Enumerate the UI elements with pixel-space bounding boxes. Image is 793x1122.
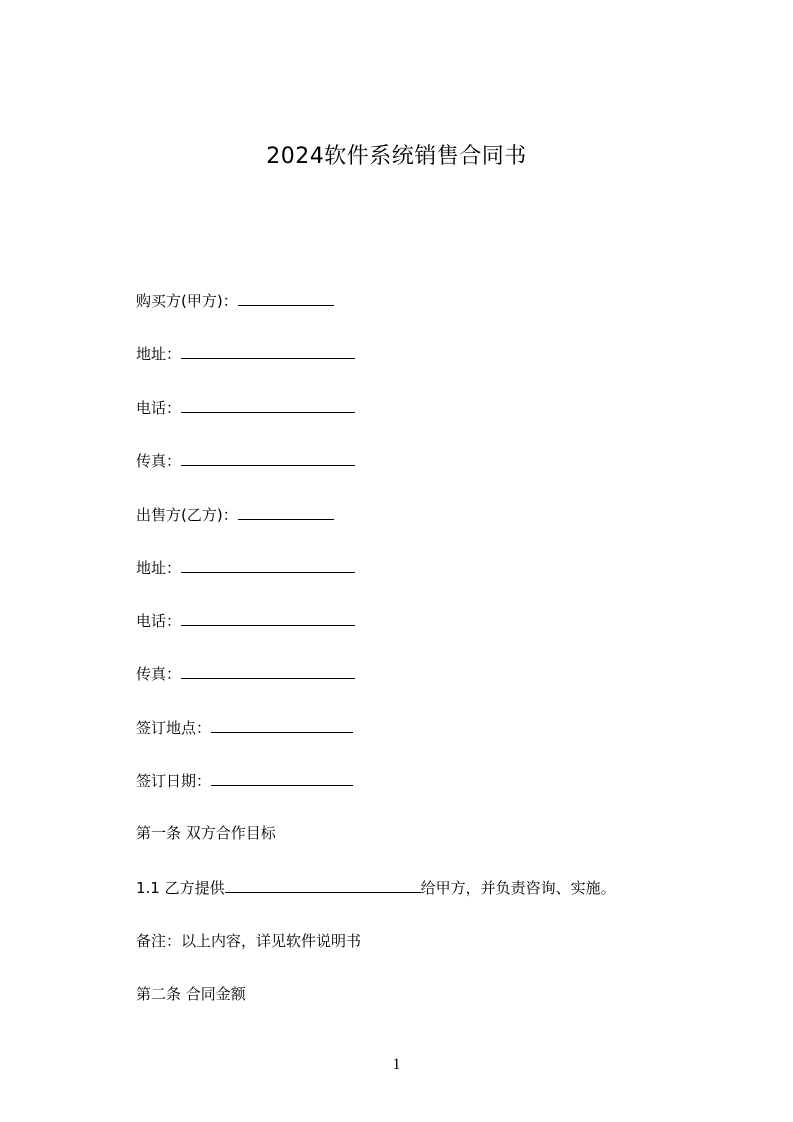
signing-date-line [136,770,353,792]
party-b-blank[interactable] [238,504,334,520]
party-a-address-blank[interactable] [181,343,355,359]
party-b-label: 出售方(乙方)： [136,506,238,524]
party-a-address-label: 地址： [136,345,182,363]
party-a-fax-label: 传真： [136,452,182,470]
signing-date-blank[interactable] [211,770,353,786]
signing-place-blank[interactable] [211,717,353,733]
party-b-fax-label: 传真： [136,665,182,683]
signing-date-label: 签订日期： [136,772,212,790]
party-b-phone-blank[interactable] [181,610,355,626]
party-a-phone-label: 电话： [136,399,182,417]
party-b-address-blank[interactable] [181,557,355,573]
party-a-label: 购买方(甲方)： [136,292,238,310]
party-a-line [136,290,334,312]
party-b-fax-line [136,663,355,685]
party-b-address-line [136,557,355,579]
clause-1-1-suffix: 给甲方，并负责咨询、实施。 [420,879,616,897]
signing-place-label: 签订地点： [136,719,212,737]
article-1-heading: 第一条 双方合作目标 [136,824,276,842]
party-a-phone-line [136,397,355,419]
party-a-phone-blank[interactable] [181,397,355,413]
article-1-note: 备注：以上内容，详见软件说明书 [136,932,362,950]
page-number: 1 [392,1056,401,1073]
party-b-fax-blank[interactable] [181,663,355,679]
party-a-address-line [136,343,355,365]
clause-1-1-prefix: 1.1 乙方提供 [136,879,225,897]
signing-place-line [136,717,353,739]
party-b-phone-label: 电话： [136,612,182,630]
article-2-heading: 第二条 合同金额 [136,985,246,1003]
party-a-fax-line [136,450,355,472]
party-a-fax-blank[interactable] [181,450,355,466]
clause-1-1-line [136,877,616,899]
party-b-phone-line [136,610,355,632]
party-b-line [136,504,334,526]
party-b-address-label: 地址： [136,559,182,577]
clause-1-1-blank[interactable] [225,877,421,893]
document-title: 2024软件系统销售合同书 [266,144,527,169]
party-a-blank[interactable] [238,290,334,306]
